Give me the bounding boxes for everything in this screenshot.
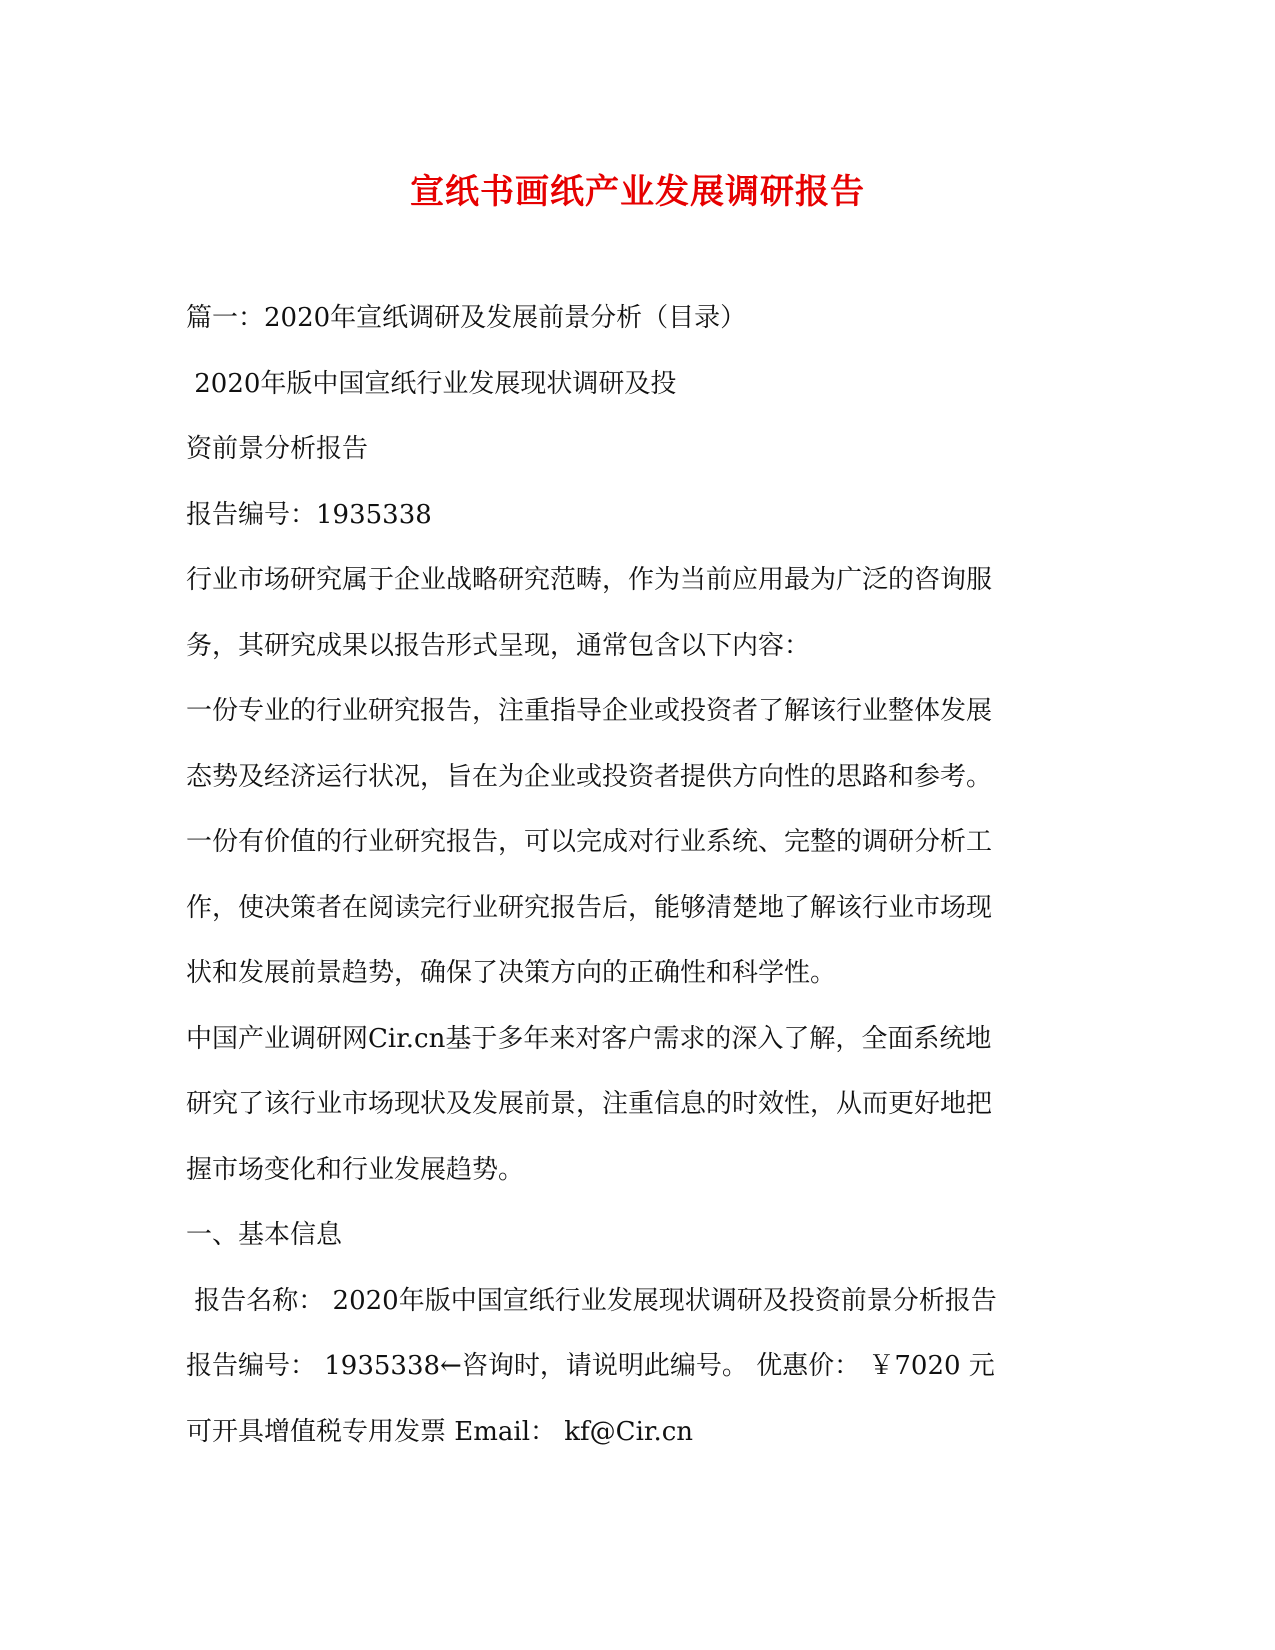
section-heading: 一、基本信息 xyxy=(186,1220,343,1250)
text-line: 中国产业调研网Cir.cn基于多年来对客户需求的深入了解，全面系统地 xyxy=(186,1023,992,1054)
text-line: 报告编号： 1935338←咨询时，请说明此编号。 优惠价： ￥7020 元 xyxy=(186,1351,995,1381)
text-line: 一份有价值的行业研究报告，可以完成对行业系统、完整的调研分析工 xyxy=(186,827,993,857)
text-line: 研究了该行业市场现状及发展前景，注重信息的时效性，从而更好地把 xyxy=(186,1089,993,1119)
text-line: 作，使决策者在阅读完行业研究报告后，能够清楚地了解该行业市场现 xyxy=(186,892,993,923)
text-line: 握市场变化和行业发展趋势。 xyxy=(186,1154,525,1185)
text-line: 2020年版中国宣纸行业发展现状调研及投 xyxy=(186,368,677,399)
text-line: 务，其研究成果以报告形式呈现，通常包含以下内容： xyxy=(186,630,811,661)
text-line: 报告名称： 2020年版中国宣纸行业发展现状调研及投资前景分析报告 xyxy=(186,1285,997,1316)
text-line: 篇一：2020年宣纸调研及发展前景分析（目录） xyxy=(186,303,747,333)
text-line: 状和发展前景趋势，确保了决策方向的正确性和科学性。 xyxy=(186,958,837,988)
text-line: 资前景分析报告 xyxy=(186,434,369,464)
text-line: 态势及经济运行状况，旨在为企业或投资者提供方向性的思路和参考。 xyxy=(186,761,993,792)
text-line: 行业市场研究属于企业战略研究范畴，作为当前应用最为广泛的咨询服 xyxy=(186,565,993,595)
document-title: 宣纸书画纸产业发展调研报告 xyxy=(410,172,865,212)
document-body xyxy=(186,286,1096,1465)
text-line: 一份专业的行业研究报告，注重指导企业或投资者了解该行业整体发展 xyxy=(186,696,993,726)
text-line: 报告编号：1935338 xyxy=(186,499,432,530)
text-line: 可开具增值税专用发票 Email： kf@Cir.cn xyxy=(186,1416,694,1447)
